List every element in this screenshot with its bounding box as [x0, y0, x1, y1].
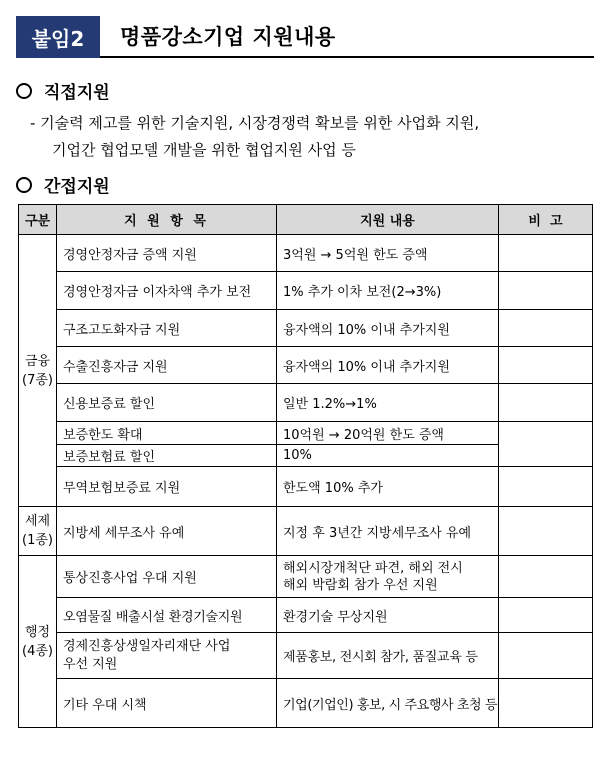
attachment-badge: 붙임2	[16, 16, 100, 58]
note-cell	[499, 679, 593, 728]
table-row	[19, 347, 593, 384]
table-row	[19, 556, 593, 598]
table-row	[19, 633, 593, 679]
item-cell: 경영안정자금 증액 지원	[57, 235, 277, 272]
indirect-heading-text: 간접지원	[44, 177, 110, 197]
item-line: 우선 지원	[63, 656, 118, 672]
note-cell	[499, 272, 593, 310]
content-cell: 한도액 10% 추가	[277, 467, 499, 507]
content-cell: 융자액의 10% 이내 추가지원	[277, 310, 499, 347]
item-cell: 오염물질 배출시설 환경기술지원	[57, 598, 277, 633]
category-label: 세제	[24, 514, 51, 529]
table-row	[19, 310, 593, 347]
category-admin	[19, 556, 57, 728]
category-label: 금융	[24, 353, 51, 369]
title-underline	[100, 56, 594, 58]
category-label: 행정	[24, 624, 51, 640]
item-cell: 통상진흥사업 우대 지원	[57, 556, 277, 598]
circle-bullet-icon	[16, 177, 32, 193]
circle-bullet-icon	[16, 83, 32, 99]
col-header-content: 지원 내용	[277, 205, 499, 235]
content-cell: 1% 추가 이차 보전(2→3%)	[277, 272, 499, 310]
item-cell: 구조고도화자금 지원	[57, 310, 277, 347]
section-direct-heading	[16, 82, 110, 104]
table-row	[19, 598, 593, 633]
item-cell: 지방세 세무조사 유예	[57, 507, 277, 556]
item-line: 경제진흥상생일자리재단 사업	[63, 638, 231, 654]
item-cell: 무역보험보증료 지원	[57, 467, 277, 507]
table-row	[19, 235, 593, 272]
item-cell: 기타 우대 시책	[57, 679, 277, 728]
category-finance	[19, 235, 57, 507]
content-cell: 10억원 → 20억원 한도 증액	[277, 422, 499, 445]
col-header-category: 구분	[19, 205, 57, 235]
content-cell: 제품홍보, 전시회 참가, 품질교육 등	[277, 633, 499, 679]
page-title: 명품강소기업 지원내용	[120, 25, 336, 49]
note-cell	[499, 310, 593, 347]
page-header	[16, 16, 594, 58]
content-line: 해외 박람회 참가 우선 지원	[283, 577, 438, 593]
item-cell	[57, 633, 277, 679]
category-count: (4종)	[22, 643, 53, 659]
content-cell: 일반 1.2%→1%	[277, 384, 499, 422]
col-header-item: 지 원 항 목	[57, 205, 277, 235]
item-cell: 보증한도 확대	[57, 422, 277, 445]
direct-description	[30, 110, 596, 164]
table-row	[19, 384, 593, 422]
category-count: (1종)	[22, 533, 53, 548]
section-indirect-heading	[16, 176, 110, 198]
direct-heading-text: 직접지원	[44, 83, 110, 103]
content-cell: 지정 후 3년간 지방세무조사 유예	[277, 507, 499, 556]
note-cell	[499, 384, 593, 422]
note-cell	[499, 422, 593, 467]
col-header-note: 비 고	[499, 205, 593, 235]
category-count: (7종)	[22, 372, 53, 388]
note-cell	[499, 507, 593, 556]
note-cell	[499, 598, 593, 633]
item-cell: 보증보험료 할인	[57, 445, 277, 467]
content-cell: 기업(기업인) 홍보, 시 주요행사 초청 등	[277, 679, 499, 728]
indirect-support-table	[18, 204, 593, 728]
note-cell	[499, 235, 593, 272]
category-tax	[19, 507, 57, 556]
content-cell: 3억원 → 5억원 한도 증액	[277, 235, 499, 272]
table-row	[19, 507, 593, 556]
direct-line-2: 기업간 협업모델 개발을 위한 협업지원 사업 등	[52, 141, 356, 159]
note-cell	[499, 467, 593, 507]
note-cell	[499, 556, 593, 598]
content-cell: 환경기술 무상지원	[277, 598, 499, 633]
content-line: 해외시장개척단 파견, 해외 전시	[283, 560, 463, 576]
item-cell: 경영안정자금 이자차액 추가 보전	[57, 272, 277, 310]
content-cell: 10%	[277, 445, 499, 467]
table-row	[19, 679, 593, 728]
direct-line-1: - 기술력 제고를 위한 기술지원, 시장경쟁력 확보를 위한 사업화 지원,	[30, 114, 480, 132]
table-header-row	[19, 205, 593, 235]
table-row	[19, 272, 593, 310]
content-cell	[277, 556, 499, 598]
table-row	[19, 467, 593, 507]
note-cell	[499, 347, 593, 384]
content-cell: 융자액의 10% 이내 추가지원	[277, 347, 499, 384]
table-row	[19, 422, 593, 445]
note-cell	[499, 633, 593, 679]
item-cell: 신용보증료 할인	[57, 384, 277, 422]
item-cell: 수출진흥자금 지원	[57, 347, 277, 384]
